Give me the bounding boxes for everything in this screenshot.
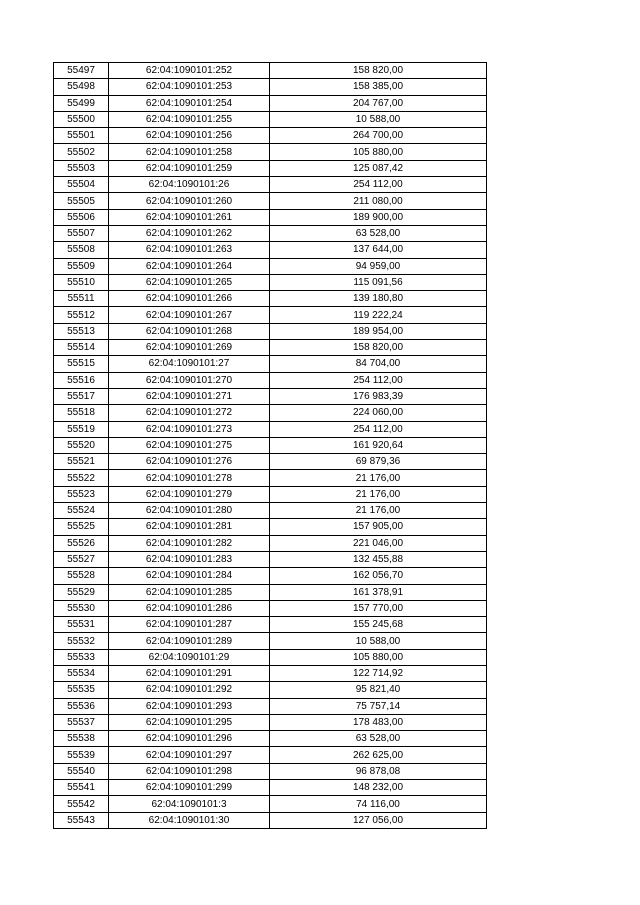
cadastral-number: 62:04:1090101:266 [109, 291, 270, 307]
row-number: 55540 [54, 763, 109, 779]
table-row [54, 812, 487, 828]
cadastral-number: 62:04:1090101:272 [109, 405, 270, 421]
row-number: 55532 [54, 633, 109, 649]
table-row [54, 780, 487, 796]
cadastral-number: 62:04:1090101:285 [109, 584, 270, 600]
row-number: 55514 [54, 340, 109, 356]
row-number: 55536 [54, 698, 109, 714]
row-number: 55542 [54, 796, 109, 812]
cadastral-value: 158 820,00 [270, 63, 487, 79]
cadastral-number: 62:04:1090101:270 [109, 372, 270, 388]
table-row [54, 731, 487, 747]
cadastral-value: 157 905,00 [270, 519, 487, 535]
cadastral-value: 137 644,00 [270, 242, 487, 258]
table-row [54, 388, 487, 404]
table-row [54, 177, 487, 193]
row-number: 55527 [54, 551, 109, 567]
cadastral-value: 10 588,00 [270, 111, 487, 127]
table-row [54, 291, 487, 307]
table-row [54, 698, 487, 714]
cadastral-value: 162 056,70 [270, 568, 487, 584]
cadastral-number: 62:04:1090101:267 [109, 307, 270, 323]
cadastral-value-table [53, 62, 487, 829]
row-number: 55519 [54, 421, 109, 437]
cadastral-value: 21 176,00 [270, 486, 487, 502]
row-number: 55500 [54, 111, 109, 127]
row-number: 55537 [54, 714, 109, 730]
cadastral-number: 62:04:1090101:284 [109, 568, 270, 584]
cadastral-number: 62:04:1090101:268 [109, 323, 270, 339]
cadastral-number: 62:04:1090101:292 [109, 682, 270, 698]
table-row [54, 454, 487, 470]
cadastral-value: 75 757,14 [270, 698, 487, 714]
cadastral-value: 211 080,00 [270, 193, 487, 209]
cadastral-number: 62:04:1090101:289 [109, 633, 270, 649]
cadastral-value: 122 714,92 [270, 665, 487, 681]
cadastral-value: 161 378,91 [270, 584, 487, 600]
row-number: 55533 [54, 649, 109, 665]
table-row [54, 568, 487, 584]
table-row [54, 144, 487, 160]
cadastral-value: 94 959,00 [270, 258, 487, 274]
cadastral-number: 62:04:1090101:26 [109, 177, 270, 193]
cadastral-value: 204 767,00 [270, 95, 487, 111]
row-number: 55515 [54, 356, 109, 372]
cadastral-number: 62:04:1090101:282 [109, 535, 270, 551]
table-row [54, 796, 487, 812]
cadastral-value: 119 222,24 [270, 307, 487, 323]
cadastral-number: 62:04:1090101:254 [109, 95, 270, 111]
row-number: 55530 [54, 600, 109, 616]
cadastral-number: 62:04:1090101:269 [109, 340, 270, 356]
cadastral-number: 62:04:1090101:273 [109, 421, 270, 437]
cadastral-value: 221 046,00 [270, 535, 487, 551]
cadastral-value: 176 983,39 [270, 388, 487, 404]
row-number: 55531 [54, 617, 109, 633]
table-row [54, 63, 487, 79]
cadastral-value: 264 700,00 [270, 128, 487, 144]
row-number: 55501 [54, 128, 109, 144]
cadastral-value: 21 176,00 [270, 470, 487, 486]
row-number: 55507 [54, 225, 109, 241]
table-row [54, 600, 487, 616]
row-number: 55535 [54, 682, 109, 698]
row-number: 55503 [54, 160, 109, 176]
cadastral-number: 62:04:1090101:27 [109, 356, 270, 372]
table-row [54, 340, 487, 356]
cadastral-value: 189 900,00 [270, 209, 487, 225]
row-number: 55528 [54, 568, 109, 584]
table-row [54, 160, 487, 176]
cadastral-value: 224 060,00 [270, 405, 487, 421]
table-row [54, 649, 487, 665]
cadastral-value: 132 455,88 [270, 551, 487, 567]
cadastral-number: 62:04:1090101:3 [109, 796, 270, 812]
row-number: 55509 [54, 258, 109, 274]
row-number: 55539 [54, 747, 109, 763]
table-row [54, 307, 487, 323]
cadastral-number: 62:04:1090101:258 [109, 144, 270, 160]
table-row [54, 551, 487, 567]
cadastral-number: 62:04:1090101:256 [109, 128, 270, 144]
cadastral-value: 148 232,00 [270, 780, 487, 796]
cadastral-number: 62:04:1090101:252 [109, 63, 270, 79]
table-row [54, 763, 487, 779]
cadastral-number: 62:04:1090101:278 [109, 470, 270, 486]
cadastral-value: 139 180,80 [270, 291, 487, 307]
table-row [54, 617, 487, 633]
table-row [54, 665, 487, 681]
table-row [54, 470, 487, 486]
cadastral-number: 62:04:1090101:295 [109, 714, 270, 730]
cadastral-number: 62:04:1090101:280 [109, 503, 270, 519]
row-number: 55502 [54, 144, 109, 160]
table-row [54, 128, 487, 144]
table-row [54, 714, 487, 730]
row-number: 55499 [54, 95, 109, 111]
row-number: 55510 [54, 274, 109, 290]
cadastral-value: 254 112,00 [270, 372, 487, 388]
table-row [54, 356, 487, 372]
cadastral-value: 96 878,08 [270, 763, 487, 779]
table-row [54, 209, 487, 225]
table-row [54, 421, 487, 437]
cadastral-value: 158 820,00 [270, 340, 487, 356]
cadastral-value: 10 588,00 [270, 633, 487, 649]
table-row [54, 323, 487, 339]
row-number: 55512 [54, 307, 109, 323]
table-row [54, 747, 487, 763]
cadastral-number: 62:04:1090101:259 [109, 160, 270, 176]
row-number: 55524 [54, 503, 109, 519]
cadastral-value: 157 770,00 [270, 600, 487, 616]
row-number: 55518 [54, 405, 109, 421]
cadastral-number: 62:04:1090101:261 [109, 209, 270, 225]
cadastral-value: 95 821,40 [270, 682, 487, 698]
cadastral-number: 62:04:1090101:293 [109, 698, 270, 714]
cadastral-value: 125 087,42 [270, 160, 487, 176]
table-row [54, 519, 487, 535]
table-row [54, 633, 487, 649]
cadastral-number: 62:04:1090101:262 [109, 225, 270, 241]
cadastral-value: 254 112,00 [270, 177, 487, 193]
row-number: 55520 [54, 437, 109, 453]
cadastral-value: 158 385,00 [270, 79, 487, 95]
row-number: 55543 [54, 812, 109, 828]
cadastral-number: 62:04:1090101:275 [109, 437, 270, 453]
table-row [54, 486, 487, 502]
table-row [54, 437, 487, 453]
cadastral-number: 62:04:1090101:253 [109, 79, 270, 95]
row-number: 55522 [54, 470, 109, 486]
row-number: 55513 [54, 323, 109, 339]
cadastral-value: 262 625,00 [270, 747, 487, 763]
table-row [54, 225, 487, 241]
table-row [54, 535, 487, 551]
cadastral-number: 62:04:1090101:265 [109, 274, 270, 290]
cadastral-value: 63 528,00 [270, 731, 487, 747]
cadastral-number: 62:04:1090101:296 [109, 731, 270, 747]
cadastral-value: 189 954,00 [270, 323, 487, 339]
table-row [54, 242, 487, 258]
cadastral-number: 62:04:1090101:264 [109, 258, 270, 274]
cadastral-value: 254 112,00 [270, 421, 487, 437]
row-number: 55506 [54, 209, 109, 225]
row-number: 55525 [54, 519, 109, 535]
cadastral-number: 62:04:1090101:279 [109, 486, 270, 502]
cadastral-value: 63 528,00 [270, 225, 487, 241]
cadastral-value: 161 920,64 [270, 437, 487, 453]
row-number: 55526 [54, 535, 109, 551]
cadastral-value: 105 880,00 [270, 144, 487, 160]
cadastral-number: 62:04:1090101:286 [109, 600, 270, 616]
row-number: 55534 [54, 665, 109, 681]
row-number: 55508 [54, 242, 109, 258]
cadastral-value: 155 245,68 [270, 617, 487, 633]
row-number: 55516 [54, 372, 109, 388]
cadastral-number: 62:04:1090101:283 [109, 551, 270, 567]
row-number: 55511 [54, 291, 109, 307]
table-body [54, 63, 487, 829]
cadastral-value: 21 176,00 [270, 503, 487, 519]
row-number: 55504 [54, 177, 109, 193]
cadastral-number: 62:04:1090101:271 [109, 388, 270, 404]
row-number: 55505 [54, 193, 109, 209]
cadastral-number: 62:04:1090101:255 [109, 111, 270, 127]
row-number: 55521 [54, 454, 109, 470]
row-number: 55498 [54, 79, 109, 95]
row-number: 55497 [54, 63, 109, 79]
cadastral-number: 62:04:1090101:287 [109, 617, 270, 633]
row-number: 55538 [54, 731, 109, 747]
cadastral-value: 69 879,36 [270, 454, 487, 470]
table-row [54, 95, 487, 111]
table-row [54, 405, 487, 421]
cadastral-value: 84 704,00 [270, 356, 487, 372]
cadastral-number: 62:04:1090101:298 [109, 763, 270, 779]
cadastral-number: 62:04:1090101:297 [109, 747, 270, 763]
cadastral-value: 178 483,00 [270, 714, 487, 730]
table-row [54, 274, 487, 290]
cadastral-value: 127 056,00 [270, 812, 487, 828]
cadastral-number: 62:04:1090101:291 [109, 665, 270, 681]
row-number: 55523 [54, 486, 109, 502]
table-row [54, 372, 487, 388]
cadastral-number: 62:04:1090101:281 [109, 519, 270, 535]
cadastral-value: 115 091,56 [270, 274, 487, 290]
cadastral-number: 62:04:1090101:276 [109, 454, 270, 470]
table-row [54, 193, 487, 209]
cadastral-number: 62:04:1090101:30 [109, 812, 270, 828]
cadastral-value: 74 116,00 [270, 796, 487, 812]
table-row [54, 584, 487, 600]
cadastral-number: 62:04:1090101:260 [109, 193, 270, 209]
cadastral-value: 105 880,00 [270, 649, 487, 665]
table-row [54, 79, 487, 95]
table-row [54, 682, 487, 698]
cadastral-number: 62:04:1090101:299 [109, 780, 270, 796]
table-row [54, 258, 487, 274]
row-number: 55529 [54, 584, 109, 600]
row-number: 55541 [54, 780, 109, 796]
cadastral-number: 62:04:1090101:263 [109, 242, 270, 258]
table-row [54, 503, 487, 519]
cadastral-number: 62:04:1090101:29 [109, 649, 270, 665]
row-number: 55517 [54, 388, 109, 404]
table-row [54, 111, 487, 127]
